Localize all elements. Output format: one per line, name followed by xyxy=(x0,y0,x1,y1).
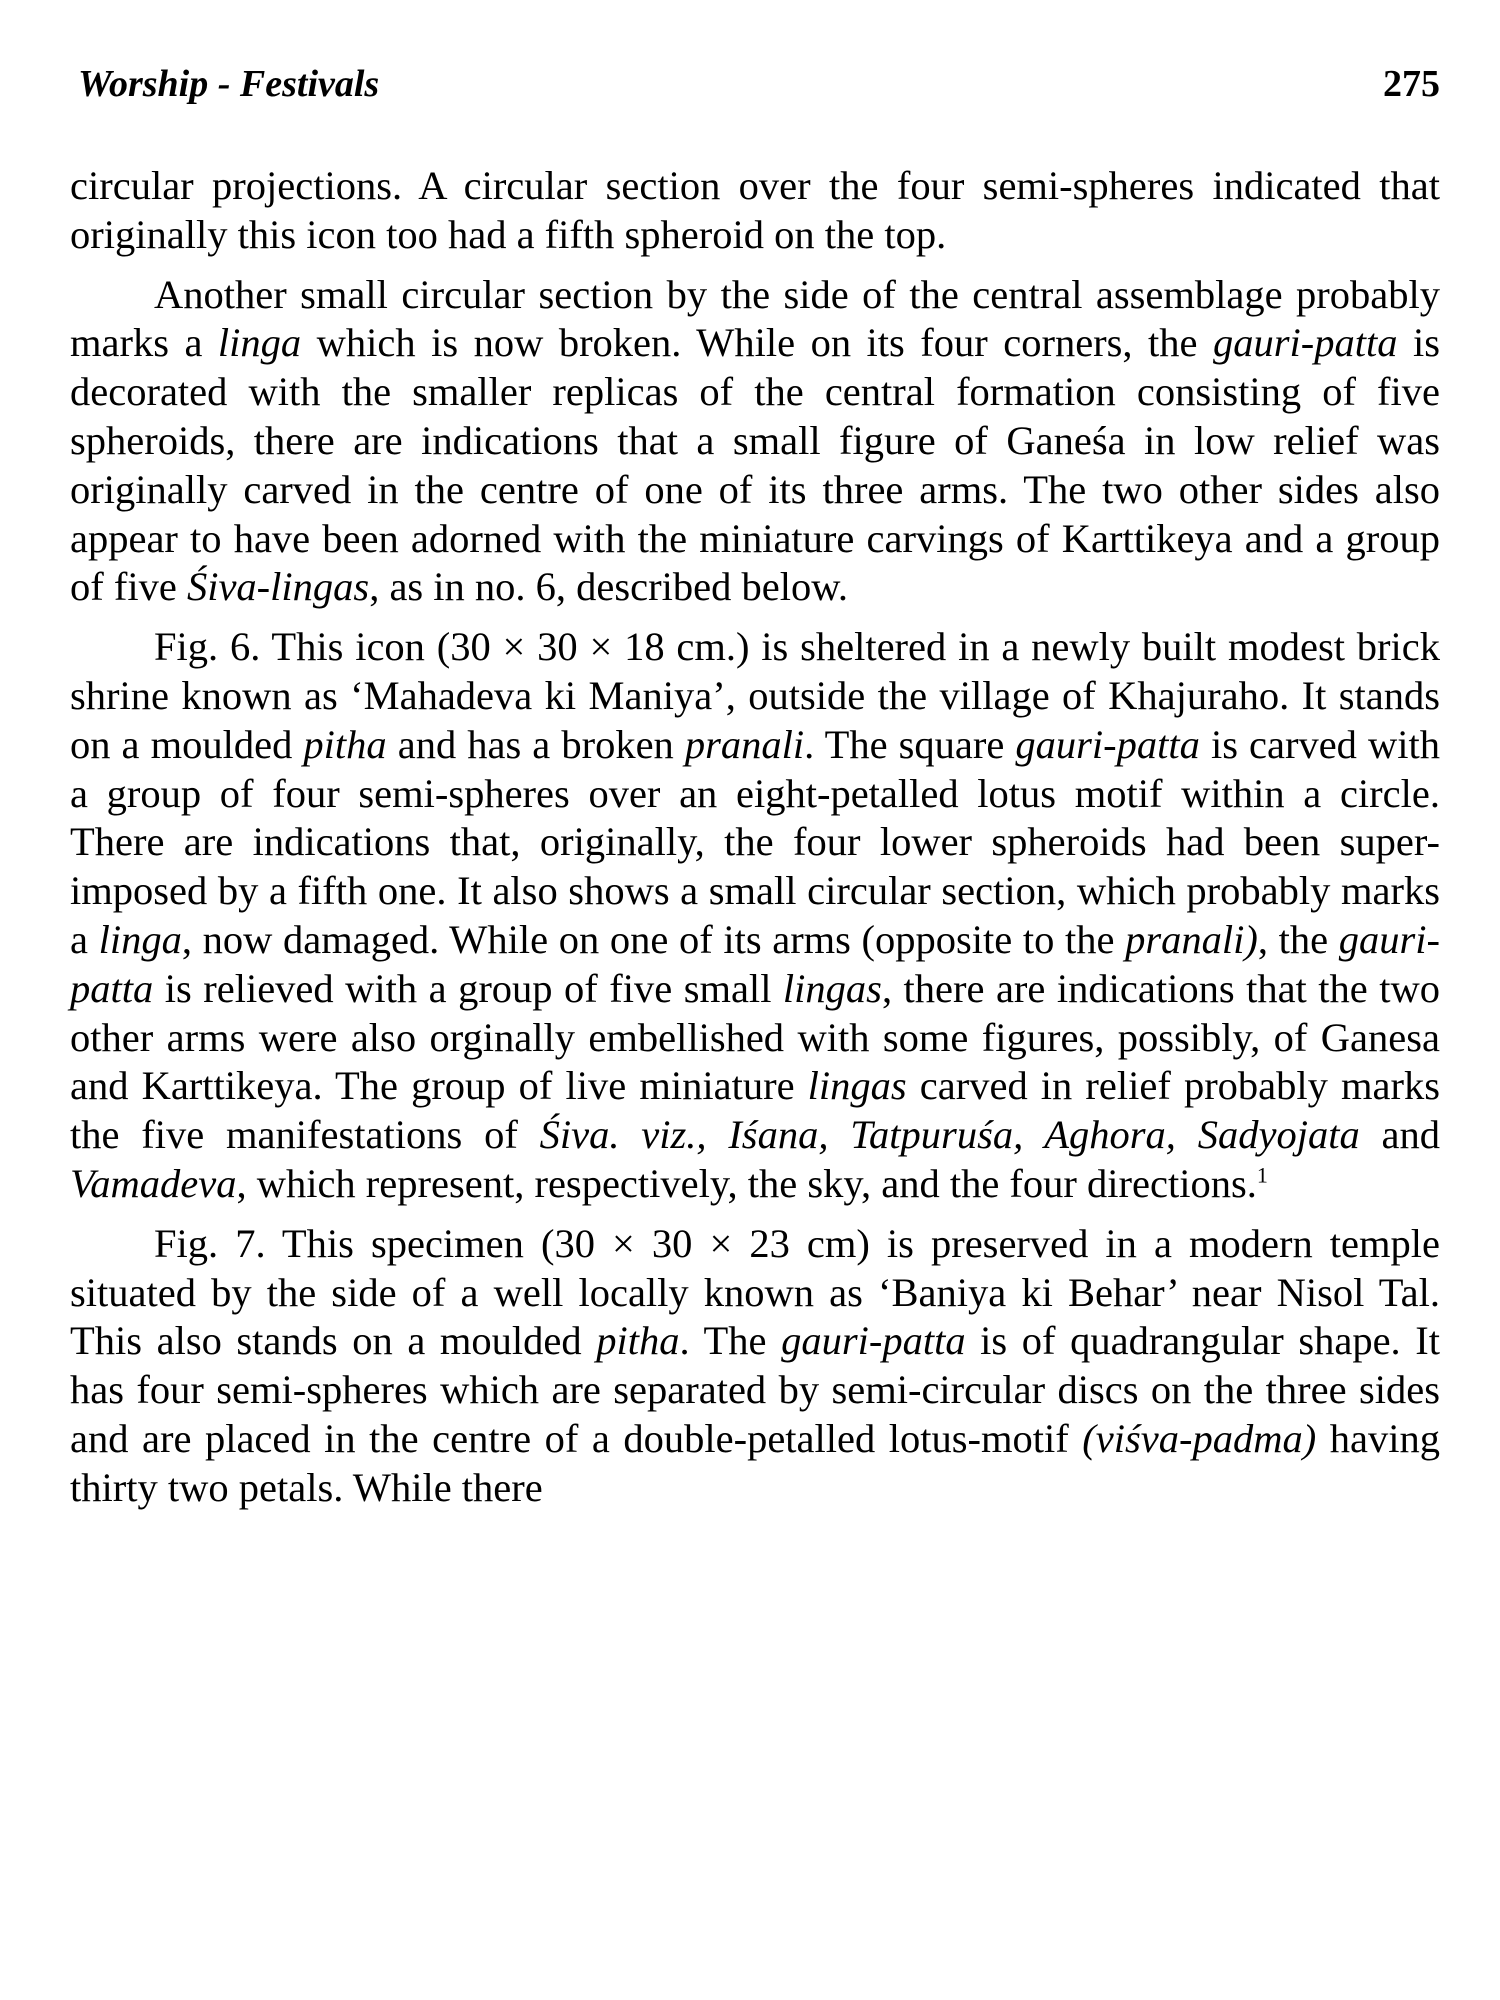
body-text xyxy=(70,162,1440,1513)
italic-term: Śiva. viz., Iśana, Tatpuruśa, Aghora, Sadyojata xyxy=(539,1112,1360,1158)
text-run: having thirty two petals. While there xyxy=(70,1415,1440,1510)
paragraph-1 xyxy=(70,162,1440,260)
paragraph-fig-7 xyxy=(70,1220,1440,1513)
italic-term: linga xyxy=(217,320,302,366)
text-run: is decorated with the smaller replicas of the central formation consisting of five spheroids, there are indications that a small figure of Ganeśa in low relief was originally carved in the centre of one of its three arms. The two other sides also appear to have been adorned with the miniature carvings of Karttikeya and a group of five xyxy=(70,320,1441,610)
text-run: which is now broken. While on its four corners, the xyxy=(301,320,1213,366)
footnote-ref: 1 xyxy=(1256,1162,1268,1188)
text-run: , as in no. 6, described below. xyxy=(369,564,848,610)
text-run: . The xyxy=(679,1318,782,1364)
italic-term: gauri-patta xyxy=(1213,320,1398,366)
text-run: Another small circular section by the side of the central assemblage probably marks a xyxy=(70,271,1440,366)
text-run: is carved with a group of four semi-spheres over an eight-petalled lotus motif within a circle. There are indications that, originally, the four lower spheroids had been super-imposed by a fifth one. It also shows a small circular section, which probably marks a xyxy=(70,721,1440,962)
italic-term: Vamadeva xyxy=(70,1160,237,1206)
text-run: . The square xyxy=(804,721,1016,767)
text-run: and has a broken xyxy=(386,721,685,767)
book-page xyxy=(70,62,1440,1962)
italic-term: gauri-patta xyxy=(70,916,1440,1011)
italic-term: Śiva-lingas xyxy=(186,564,370,610)
italic-term: gauri-patta xyxy=(1015,721,1200,767)
text-run: Fig. 7. This specimen (30 × 30 × 23 cm) is preserved in a modern temple situated by the side of a well locally known as ‘Baniya ki Behar’ near Nisol Tal. This also stands on a moulded xyxy=(70,1220,1440,1364)
text-run: , which represent, respectively, the sky, and the four directions. xyxy=(236,1160,1257,1206)
text-run: , there are indications that the two other arms were also orginally embellished with some figures, possibly, of Ganesa and Karttikeya. The group of live miniature xyxy=(70,965,1440,1109)
text-run: is relieved with a group of five small xyxy=(153,965,783,1011)
italic-term: pranali xyxy=(684,721,805,767)
italic-term: linga xyxy=(98,916,182,962)
running-head xyxy=(70,62,1440,118)
text-run: carved in relief probably marks the five manifestations of xyxy=(70,1063,1440,1158)
text-run: Fig. 6. This icon (30 × 30 × 18 cm.) is sheltered in a newly built modest brick shrine known as ‘Mahadeva ki Maniya’, outside the village of Khajuraho. It stands on a moulded xyxy=(70,624,1440,767)
text-run: , now damaged. While on one of its arms (opposite to the xyxy=(181,916,1126,962)
text-run: circular projections. A circular section over the four semi-spheres indicated that originally this icon too had a fifth spheroid on the top. xyxy=(70,163,1440,257)
paragraph-fig-6 xyxy=(70,623,1440,1209)
text-run: , the xyxy=(1257,916,1339,962)
text-run: is of quadrangular shape. It has four semi-spheres which are separated by semi-circular discs on the three sides and are placed in the centre of a double-petalled lotus-motif xyxy=(70,1318,1441,1461)
italic-term: lingas xyxy=(807,1063,907,1109)
italic-term: pitha xyxy=(596,1318,680,1364)
italic-term: (viśva-padma) xyxy=(1082,1415,1317,1461)
section-title: Worship - Festivals xyxy=(78,63,380,105)
text-run: and xyxy=(1359,1112,1440,1158)
italic-term: gauri-patta xyxy=(781,1318,966,1364)
page-number: 275 xyxy=(1383,63,1440,105)
italic-term: lingas xyxy=(782,965,882,1011)
italic-term: pitha xyxy=(303,721,387,767)
paragraph-2 xyxy=(70,271,1440,613)
italic-term: pranali) xyxy=(1125,916,1258,962)
